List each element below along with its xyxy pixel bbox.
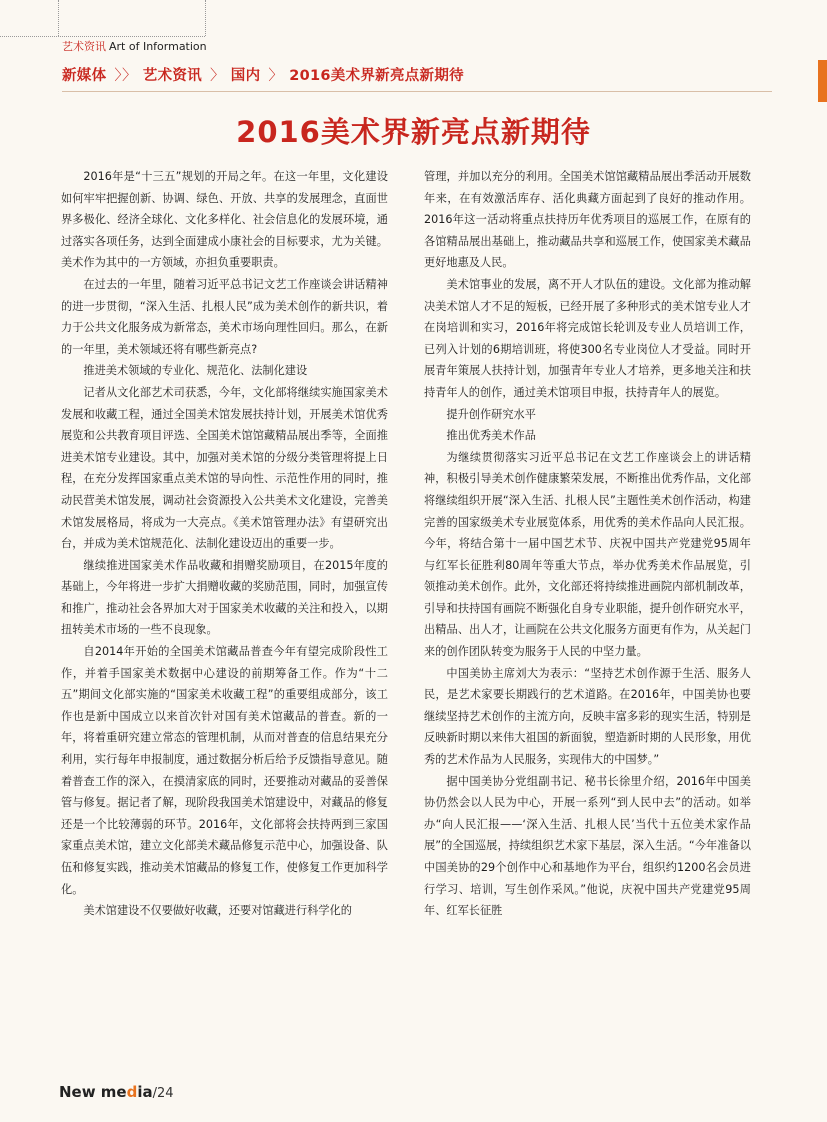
page-footer — [59, 1083, 174, 1101]
breadcrumb-item-current: 2016美术界新亮点新期待 — [289, 68, 464, 84]
brand-accent: d — [126, 1083, 138, 1101]
paragraph: 自2014年开始的全国美术馆藏品普查今年有望完成阶段性工作，并着手国家美术数据中心建设的前期筹备工作。作为“十二五”期间文化部实施的“国家美术收藏工程”的重要组成部分，该工作也是新中国成立以来首次针对国有美术馆藏品的普查。新的一年，将着重研究建立常态的管理机制，从而对普查的信息结果充分利用，实行每年申报制度，通过数据分析后给予反馈指导意见。随着普查工作的深入，在摸清家底的同时，还要推动对藏品的妥善保管与修复。据记者了解，现阶段我国美术馆建设中，对藏品的修复还是一个比较薄弱的环节。2016年，文化部将会扶持两到三家国家重点美术馆，建立文化部美术藏品修复示范中心，加强设备、队伍和修复实践，推动美术馆藏品的修复工作，使修复工作更加科学化。 — [61, 645, 388, 896]
section-header-en: Art of Information — [109, 40, 207, 53]
subheading: 推进美术领域的专业化、规范化、法制化建设 — [83, 364, 308, 378]
paragraph: 管理，并加以充分的利用。全国美术馆馆藏精品展出季活动开展数年来，在有效激活库存、活化典藏方面起到了良好的推动作用。2016年这一活动将重点扶持历年优秀项目的巡展工作，在原有的各馆精品展出基础上，推动藏品共享和巡展工作，使国家美术藏品更好地惠及人民。 — [424, 170, 751, 270]
paragraph: 在过去的一年里，随着习近平总书记文艺工作座谈会讲话精神的进一步贯彻，“深入生活、扎根人民”成为美术创作的新共识，着力于公共文化服务成为新常态，美术市场向理性回归。那么，在新的一年里，美术领域还将有哪些新亮点? — [61, 277, 388, 356]
brand-text: New me — [59, 1083, 127, 1101]
paragraph: 据中国美协分党组副书记、秘书长徐里介绍，2016年中国美协仍然会以人民为中心，开展一系列“到人民中去”的活动。如举办“向人民汇报——‘深入生活、扎根人民’当代十五位美术家作品展”的全国巡展，持续组织艺术家下基层，深入生活。“今年准备以中国美协的29个创作中心和基地作为平台，组织约1200名会员进行学习、培训，写生创作采风。”他说，庆祝中国共产党建党95周年、红军长征胜 — [424, 774, 751, 918]
header-dotted-line — [58, 0, 59, 36]
breadcrumb-separator: 〉 — [209, 68, 225, 84]
paragraph: 美术馆建设不仅要做好收藏，还要对馆藏进行科学化的 — [83, 904, 352, 918]
header-dotted-line — [0, 36, 205, 37]
section-header-cn: 艺术资讯 — [62, 40, 106, 53]
title-divider — [62, 91, 772, 92]
page-number: /24 — [152, 1086, 174, 1101]
paragraph: 为继续贯彻落实习近平总书记在文艺工作座谈会上的讲话精神，积极引导美术创作健康繁荣发展，不断推出优秀作品，文化部将继续组织开展“深入生活、扎根人民”主题性美术创作活动，构建完善的国家级美术专业展览体系，用优秀的美术作品向人民汇报。今年，将结合第十一届中国艺术节、庆祝中国共产党建党95周年与红军长征胜利80周年等重大节点，举办优秀美术作品展览，引领推动美术创作。此外，文化部还将持续推进画院内部机制改革，引导和扶持国有画院不断强化自身专业职能，提升创作研究水平，出精品、出人才，让画院在公共文化服务方面更有作为，从关起门来的创作团队转变为服务于人民的中坚力量。 — [424, 450, 751, 659]
subheading: 推出优秀美术作品 — [446, 429, 536, 443]
paragraph: 记者从文化部艺术司获悉，今年，文化部将继续实施国家美术发展和收藏工程，通过全国美术馆发展扶持计划，开展美术馆优秀展览和公共教育项目评选、全国美术馆馆藏精品展出季等，全面推进美术馆专业建设。其中，加强对美术馆的分级分类管理将提上日程，在充分发挥国家重点美术馆的导向性、示范性作用的同时，推动民营美术馆发展，调动社会资源投入公共美术文化建设，完善美术馆发展格局，将成为一大亮点。《美术馆管理办法》有望研究出台，并成为美术馆规范化、法制化建设迈出的重要一步。 — [61, 385, 388, 551]
breadcrumb — [62, 64, 466, 85]
paragraph: 继续推进国家美术作品收藏和捐赠奖励项目，在2015年度的基础上，今年将进一步扩大捐赠收藏的奖励范围，同时，加强宣传和推广，推动社会各界加大对于国家美术收藏的关注和投入，以期扭转美术市场的一些不良现象。 — [61, 558, 388, 637]
section-header — [62, 38, 207, 54]
article-title: 2016美术界新亮点新期待 — [236, 115, 591, 149]
side-accent-bar — [818, 60, 827, 102]
article-column-left — [61, 166, 388, 922]
paragraph: 美术馆事业的发展，离不开人才队伍的建设。文化部为推动解决美术馆人才不足的短板，已经开展了多种形式的美术馆专业人才在岗培训和实习，2016年将完成馆长轮训及专业人员培训工作，已列入计划的6期培训班，将使300名专业岗位人才受益。同时开展青年策展人扶持计划，加强青年专业人才培养，更多地关注和扶持青年人的创作，通过美术馆项目申报，扶持青年人的展览。 — [424, 277, 751, 399]
header-dotted-line — [205, 0, 206, 36]
brand-text: ia — [137, 1083, 153, 1101]
breadcrumb-item-new-media[interactable]: 新媒体 — [62, 68, 107, 84]
brand-logo — [59, 1083, 153, 1101]
paragraph: 中国美协主席刘大为表示：“坚持艺术创作源于生活、服务人民，是艺术家要长期践行的艺术道路。在2016年，中国美协也要继续坚持艺术创作的主流方向，反映丰富多彩的现实生活，特别是反映新时期以来伟大祖国的新面貌，塑造新时期的人民形象，用优秀的艺术作品为人民服务，实现伟大的中国梦。” — [424, 666, 751, 767]
subheading: 提升创作研究水平 — [446, 407, 536, 421]
breadcrumb-item-art-news[interactable]: 艺术资讯 — [142, 68, 202, 84]
breadcrumb-item-domestic[interactable]: 国内 — [230, 68, 261, 84]
breadcrumb-separator: 〉 — [268, 68, 284, 84]
article-column-right — [424, 166, 751, 922]
paragraph: 2016年是“十三五”规划的开局之年。在这一年里，文化建设如何牢牢把握创新、协调、绿色、开放、共享的发展理念，直面世界多极化、经济全球化、文化多样化、社会信息化的发展环境，通过落实各项任务，达到全面建成小康社会的目标要求，尤为关键。美术作为其中的一方领域，亦担负重要职责。 — [61, 170, 388, 270]
breadcrumb-separator: 〉〉 — [114, 68, 137, 84]
